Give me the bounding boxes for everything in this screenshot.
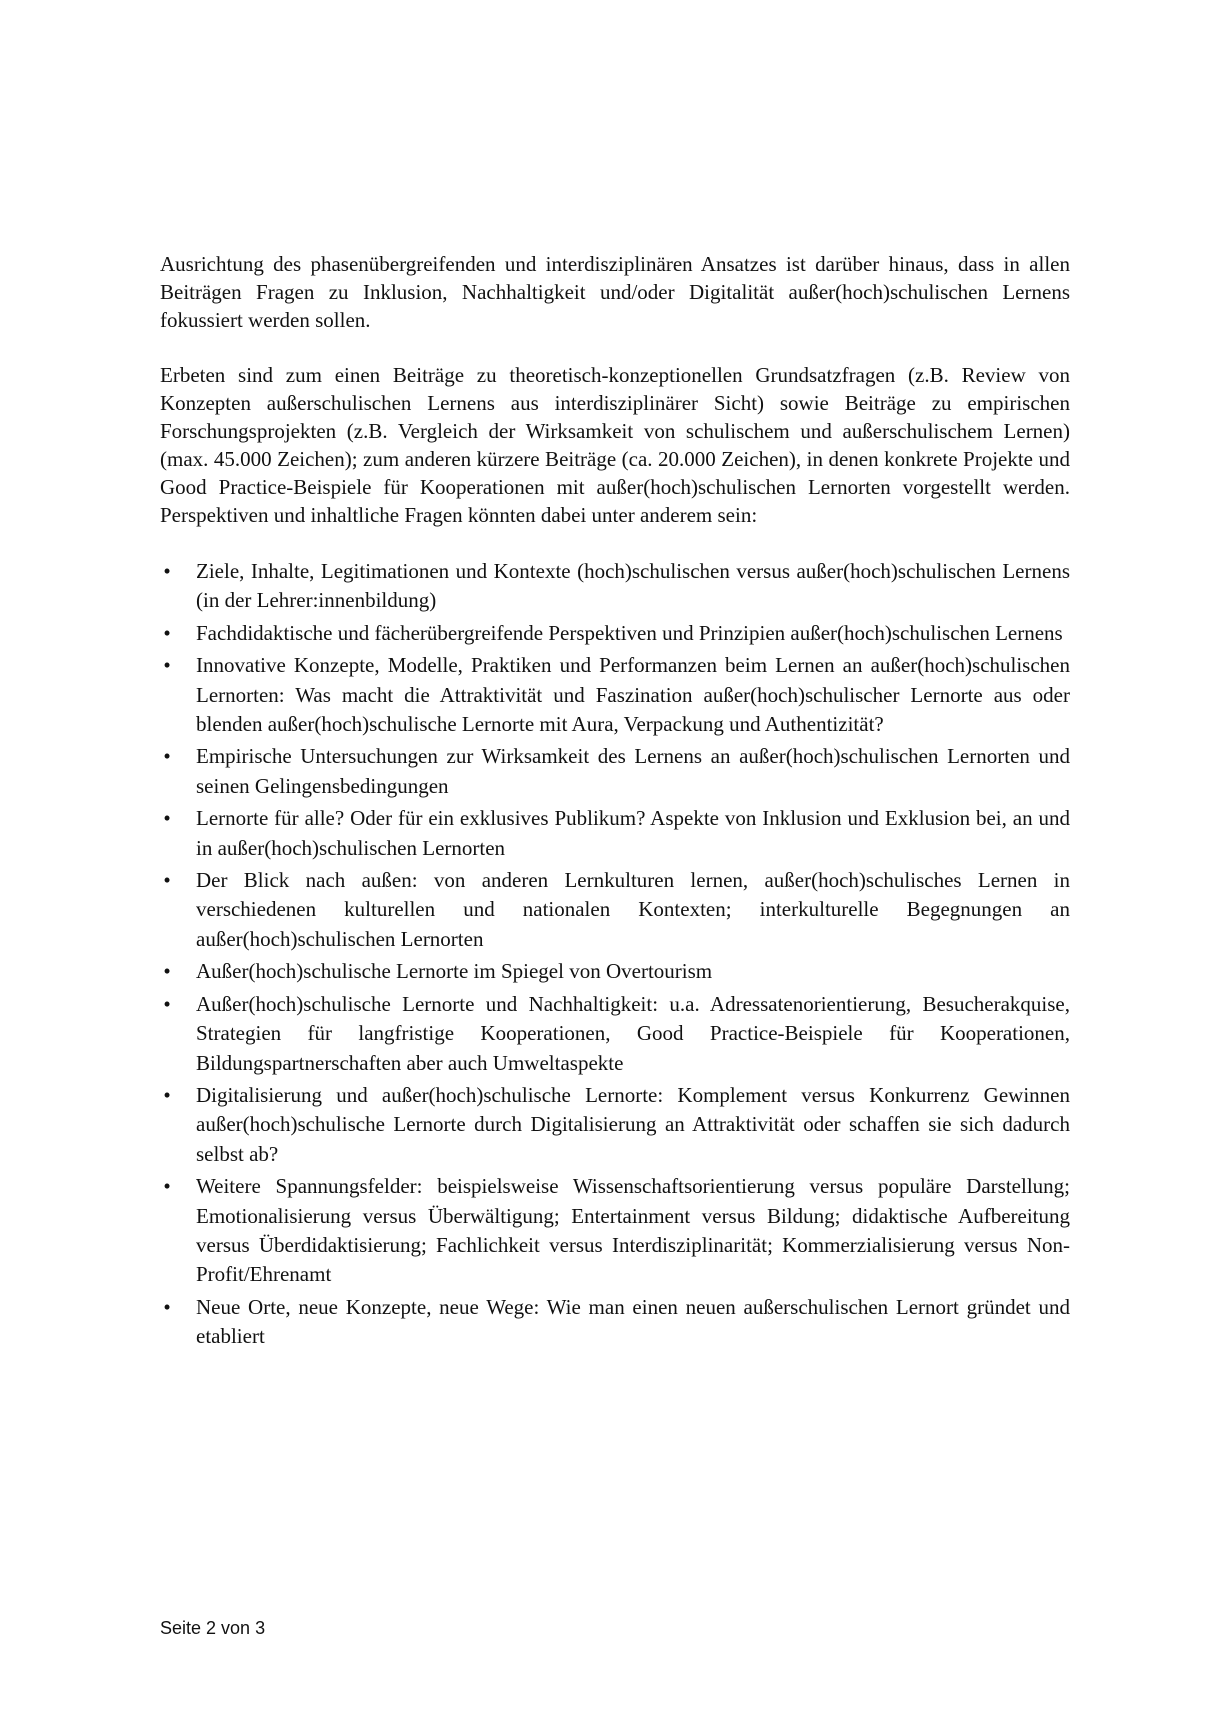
list-item-text: Außer(hoch)schulische Lernorte im Spiegel von Overtourism	[196, 959, 713, 984]
list-item	[160, 1172, 1070, 1290]
list-item	[160, 742, 1070, 801]
bullet-icon: •	[163, 1082, 171, 1107]
list-item	[160, 957, 1070, 986]
topic-list	[160, 557, 1070, 1352]
list-item	[160, 1293, 1070, 1352]
bullet-icon: •	[163, 559, 171, 583]
page-number: Seite 2 von 3	[160, 1618, 266, 1638]
list-item	[160, 1081, 1070, 1169]
list-item-text: Der Blick nach außen: von anderen Lernkulturen lernen, außer(hoch)schulisches Lernen in verschiedenen kulturellen und nationalen Kontexten; interkulturelle Begegnungen an außer(hoch)schulischen Lernorten	[196, 868, 1070, 951]
list-item-text: Neue Orte, neue Konzepte, neue Wege: Wie man einen neuen außerschulischen Lernort gründet und etabliert	[196, 1294, 1070, 1349]
intro-paragraph: Ausrichtung des phasenübergreifenden und interdisziplinären Ansatzes ist darüber hinaus, dass in allen Beiträgen Fragen zu Inklusion, Nachhaltigkeit und/oder Digitalität außer(hoch)schulischen Lernens fokussiert werden sollen.	[160, 252, 1070, 332]
list-item	[160, 866, 1070, 954]
bullet-icon: •	[163, 1294, 171, 1319]
bullet-icon: •	[163, 991, 171, 1016]
list-item-text: Innovative Konzepte, Modelle, Praktiken und Performanzen beim Lernen an außer(hoch)schulischen Lernorten: Was macht die Attraktivität und Faszination außer(hoch)schulischer Lernorte aus oder blenden außer(hoch)schulische Lernorte mit Aura, Verpackung und Authentizität?	[196, 653, 1070, 737]
list-item	[160, 804, 1070, 863]
call-paragraph: Erbeten sind zum einen Beiträge zu theoretisch-konzeptionellen Grundsatzfragen (z.B. Review von Konzepten außerschulischen Lernens aus interdisziplinärer Sicht) sowie Beiträge zu empirischen Forschungsprojekten (z.B. Vergleich der Wirksamkeit von schulischem und außerschulischem Lernen) (max. 45.000 Zeichen); zum anderen kürzere Beiträge (ca. 20.000 Zeichen), in denen konkrete Projekte und Good Practice-Beispiele für Kooperationen mit außer(hoch)schulischen Lernorten vorgestellt werden. Perspektiven und inhaltliche Fragen könnten dabei unter anderem sein:	[160, 363, 1070, 527]
list-item	[160, 557, 1070, 616]
bullet-icon: •	[163, 868, 171, 893]
bullet-icon: •	[163, 806, 171, 831]
bullet-icon: •	[163, 959, 171, 984]
bullet-icon: •	[163, 1174, 171, 1199]
list-item-text: Digitalisierung und außer(hoch)schulische Lernorte: Komplement versus Konkurrenz Gewinnen außer(hoch)schulische Lernorte durch Digitalisierung an Attraktivität oder schaffen sie sich dadurch selbst ab?	[196, 1082, 1070, 1166]
bullet-icon: •	[163, 653, 171, 678]
list-item-text: Empirische Untersuchungen zur Wirksamkeit des Lernens an außer(hoch)schulischen Lernorten und seinen Gelingensbedingungen	[196, 744, 1070, 798]
document-page	[160, 250, 1070, 1355]
list-item	[160, 619, 1070, 648]
bullet-icon: •	[163, 744, 171, 769]
list-item-text: Fachdidaktische und fächerübergreifende Perspektiven und Prinzipien außer(hoch)schulischen Lernens	[196, 620, 1063, 645]
list-item-text: Lernorte für alle? Oder für ein exklusives Publikum? Aspekte von Inklusion und Exklusion bei, an und in außer(hoch)schulischen Lernorten	[196, 806, 1070, 860]
list-item-text: Ziele, Inhalte, Legitimationen und Kontexte (hoch)schulischen versus außer(hoch)schulischen Lernens (in der Lehrer:innenbildung)	[196, 559, 1070, 613]
list-item	[160, 651, 1070, 739]
list-item-text: Weitere Spannungsfelder: beispielsweise Wissenschaftsorientierung versus populäre Darstellung; Emotionalisierung versus Überwältigung; Entertainment versus Bildung; didaktische Aufbereitung versus Überdidaktisierung; Fachlichkeit versus Interdisziplinarität; Kommerzialisierung versus Non-Profit/Ehrenamt	[196, 1174, 1070, 1287]
list-item	[160, 990, 1070, 1078]
bullet-icon: •	[163, 620, 171, 645]
list-item-text: Außer(hoch)schulische Lernorte und Nachhaltigkeit: u.a. Adressatenorientierung, Besucherakquise, Strategien für langfristige Kooperationen, Good Practice-Beispiele für Kooperationen, Bildungspartnerschaften aber auch Umweltaspekte	[196, 991, 1070, 1075]
